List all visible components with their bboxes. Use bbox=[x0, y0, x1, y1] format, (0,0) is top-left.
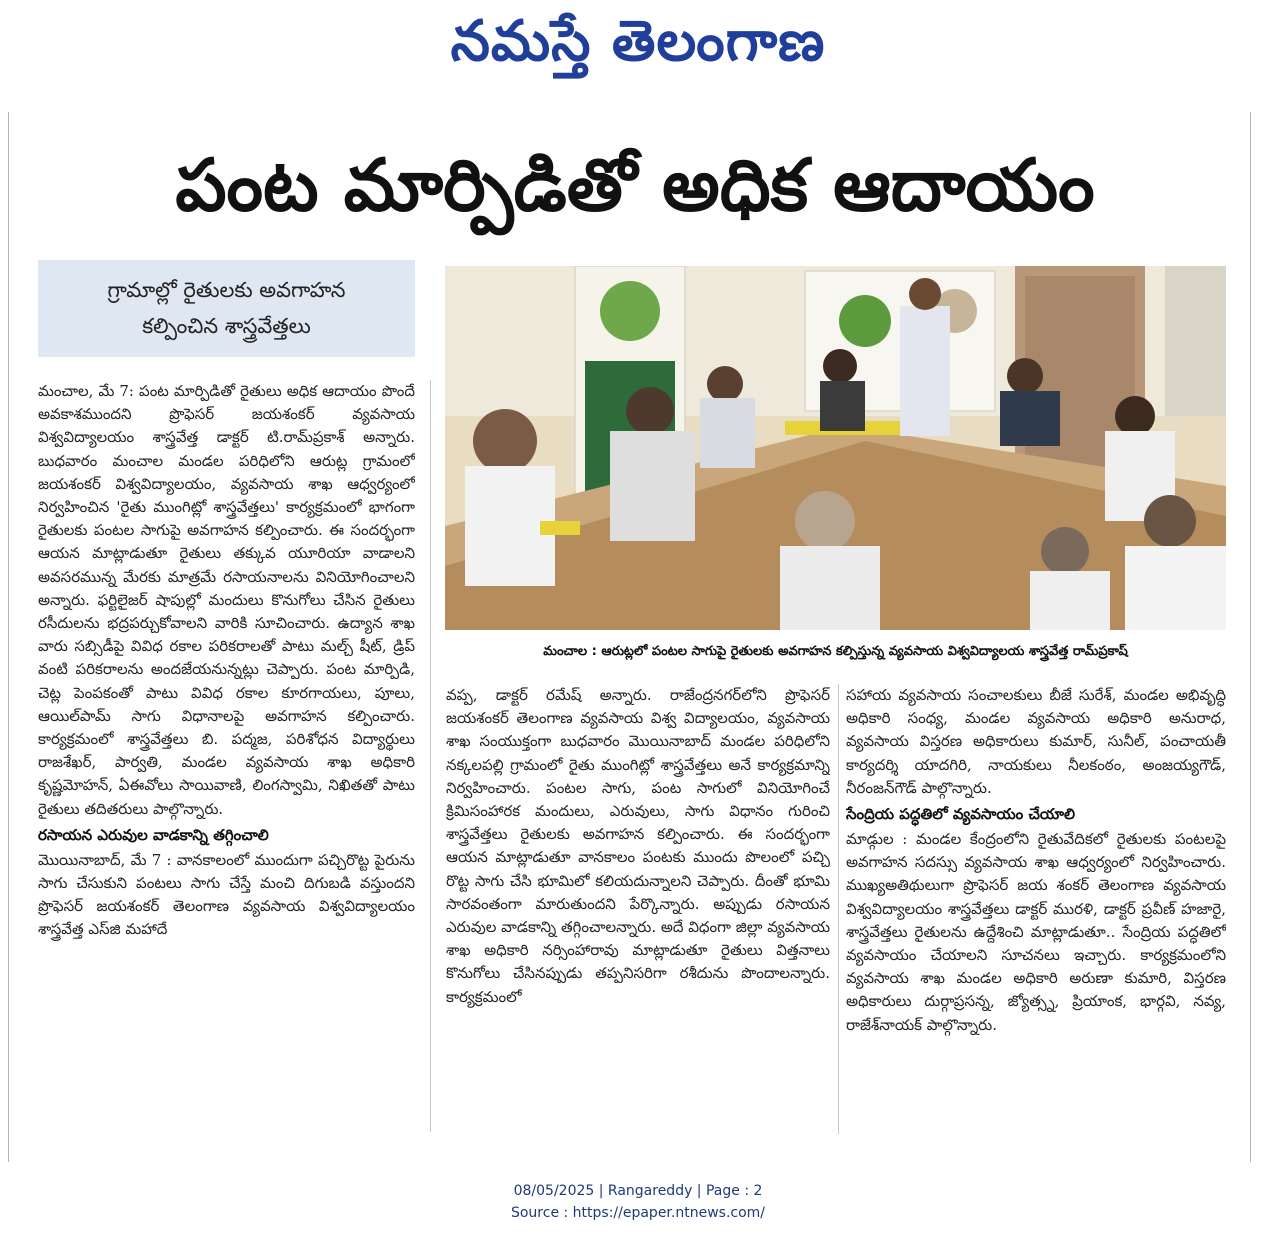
news-photo bbox=[445, 266, 1226, 630]
article-headline: పంట మార్పిడితో అధిక ఆదాయం bbox=[175, 143, 1095, 227]
article-column-2 bbox=[446, 684, 830, 1134]
column-3-paragraph-2: మాడ్గుల : మండల కేంద్రంలోని రైతువేదికలో రైతులకు పంటలపై అవగాహన సదస్సు వ్యవసాయ శాఖ ఆధ్వర్యంలో నిర్వహించారు. ముఖ్యఅతిథులుగా ప్రొఫెసర్ జయ శంకర్ తెలంగాణ వ్యవసాయ విశ్వవిద్యాలయం శాస్త్రవేత్తలు డాక్టర్ మురళి, డాక్టర్ ప్రవీణ్ హజారై, శాస్త్రవేత్తలు రైతులను ఉద్దేశించి మాట్లాడుతూ.. సేంద్రియ పద్ధతిలో వ్యవసాయం చేయాలని సూచనలు ఇచ్చారు. కార్యక్రమంలోని వ్యవసాయ శాఖ మండల అధికారి అరుణా కుమారి, విస్తరణ అధికారులు దుర్గాప్రసన్న, జ్యోత్స్న, ప్రియాంక, భార్గవి, నవ్య, రాజేశ్‌నాయక్ పాల్గొన్నారు. bbox=[846, 830, 1226, 1034]
subhead-line-1: గ్రామాల్లో రైతులకు అవగాహన bbox=[107, 278, 346, 302]
column-1-section-heading: రసాయన ఎరువుల వాడకాన్ని తగ్గించాలి bbox=[38, 825, 269, 844]
meeting-photo-illustration bbox=[445, 266, 1226, 630]
masthead-logo: నమస్తే తెలంగాణ bbox=[450, 8, 826, 74]
column-divider-1 bbox=[430, 380, 431, 1132]
column-divider-2 bbox=[838, 684, 839, 1134]
column-1-paragraph-2: మొయినాబాద్, మే 7 : వానకాలంలో ముందుగా పచ్చిరొట్ట పైరును సాగు చేసుకుని పంటలు సాగు చేస్తే మంచి దిగుబడి వస్తుందని ప్రొఫెసర్ జయశంకర్ తెలంగాణ వ్యవసాయ విశ్వవిద్యాలయం శాస్త్రవేత్త ఎస్‌జి మహాదే bbox=[38, 850, 415, 939]
column-2-paragraph-1: వప్ప, డాక్టర్ రమేష్ అన్నారు. రాజేంద్రనగర్‌లోని ప్రొఫెసర్ జయశంకర్ తెలంగాణ వ్యవసాయ విశ్వ విద్యాలయం, వ్యవసాయ శాఖ సంయుక్తంగా బుధవారం మొయినాబాద్ మండల పరిధిలోని నక్కలపల్లి గ్రామంలో రైతు ముంగిట్లో శాస్త్రవేత్తలు అనే కార్యక్రమాన్ని నిర్వహించారు. పంటల సాగు, పంట సాగులో వినియోగించే క్రిమిసంహారక మందులు, ఎరువులు, సాగు విధానం గురించి శాస్త్రవేత్తలు రైతులకు అవగాహన కల్పించారు. ఈ సందర్భంగా ఆయన మాట్లాడుతూ వానకాలం పంటకు ముందు పొలంలో పచ్చి రొట్ట సాగు చేసి భూమిలో కలియదున్నాలని చెప్పారు. దీంతో భూమి సారవంతంగా మారుతుందని పేర్కొన్నారు. అప్పుడు రసాయన ఎరువుల వాడకాన్ని తగ్గించాలన్నారు. అదే విధంగా జిల్లా వ్యవసాయ శాఖ అధికారి నర్సింహారావు మాట్లాడుతూ రైతులు విత్తనాలు కొనుగోలు చేసినప్పుడు తప్పనిసరిగా రశీదును పొందాలన్నారు. కార్యక్రమంలో bbox=[446, 686, 830, 1006]
article-subhead bbox=[38, 260, 415, 357]
article-column-1 bbox=[38, 380, 415, 1132]
footer-edition-info: 08/05/2025 | Rangareddy | Page : 2 bbox=[513, 1183, 763, 1199]
column-3-paragraph-1: సహాయ వ్యవసాయ సంచాలకులు బీజే సురేశ్, మండల అభివృద్ధి అధికారి సంధ్య, మండల వ్యవసాయ అధికారి అనురాధ, వ్యవసాయ విస్తరణ అధికారులు కుమార్, సునీల్, పంచాయతీ కార్యదర్శి యాదగిరి, నాయకులు నీలకంఠం, అంజయ్యగౌడ్, నీరంజన్‌గౌడ్ పాల్గొన్నారు. bbox=[846, 686, 1226, 797]
page-border-right bbox=[1250, 112, 1251, 1162]
page-border-left bbox=[8, 112, 9, 1162]
subhead-line-2: కల్పించిన శాస్త్రవేత్తలు bbox=[142, 314, 311, 338]
column-1-paragraph-1: మంచాల, మే 7: పంట మార్పిడితో రైతులు అధిక ఆదాయం పొందే అవకాశముందని ప్రొఫెసర్ జయశంకర్ వ్యవసాయ విశ్వవిద్యాలయం శాస్త్రవేత్త డాక్టర్ టి.రామ్‌ప్రకాశ్ అన్నారు. బుధవారం మంచాల మండల పరిధిలోని ఆరుట్ల గ్రామంలో జయశంకర్ విశ్వవిద్యాలయం, వ్యవసాయ శాఖ ఆధ్వర్యంలో నిర్వహించిన 'రైతు ముంగిట్లో శాస్త్రవేత్తలు' కార్యక్రమంలో భాగంగా రైతులకు పంటల సాగుపై అవగాహన కల్పించారు. ఈ సందర్భంగా ఆయన మాట్లాడుతూ రైతులు తక్కువ యూరియా వాడాలని అవసరమున్న మేరకు మాత్రమే రసాయనాలను వినియోగించాలని అన్నారు. ఫర్టిలైజర్ షాపుల్లో మందులు కొనుగోలు చేసిన రైతులు రసీదులను భద్రపర్చుకోవాలని వారికి సూచించారు. ఉద్యాన శాఖ వారు సబ్సిడీపై వివిధ రకాల పరికరాలతో పాటు మల్చ్ షీట్, డ్రిప్ వంటి పరికరాలను అందజేయనున్నట్లు చెప్పారు. పంట మార్పిడి, చెట్ల పెంపకంతో పాటు వివిధ రకాల కూరగాయలు, పూలు, ఆయిల్‌పామ్ సాగు విధానాలపై అవగాహన కల్పించారు. కార్యక్రమంలో శాస్త్రవేత్తలు బి. పద్మజ, పరిశోధన విద్యార్థులు రాజశేఖర్, పార్వతి, మండల వ్యవసాయ శాఖ అధికారి కృష్ణమోహన్, ఏఈవోలు సాయివాణి, లింగస్వామి, నిఖితతో పాటు రైతులు తదితరులు పాల్గొన్నారు. bbox=[38, 382, 415, 818]
photo-caption: మంచాల : ఆరుట్లలో పంటల సాగుపై రైతులకు అవగాహన కల్పిస్తున్న వ్యవసాయ విశ్వవిద్యాలయ శాస్త్రవేత్త రామ్‌ప్రకాష్ bbox=[543, 644, 1128, 659]
page-footer bbox=[0, 1180, 1276, 1224]
article-column-3 bbox=[846, 684, 1226, 1134]
footer-source-link[interactable]: Source : https://epaper.ntnews.com/ bbox=[510, 1205, 766, 1221]
column-3-section-heading: సేంద్రియ పద్ధతిలో వ్యవసాయం చేయాలి bbox=[846, 805, 1075, 824]
